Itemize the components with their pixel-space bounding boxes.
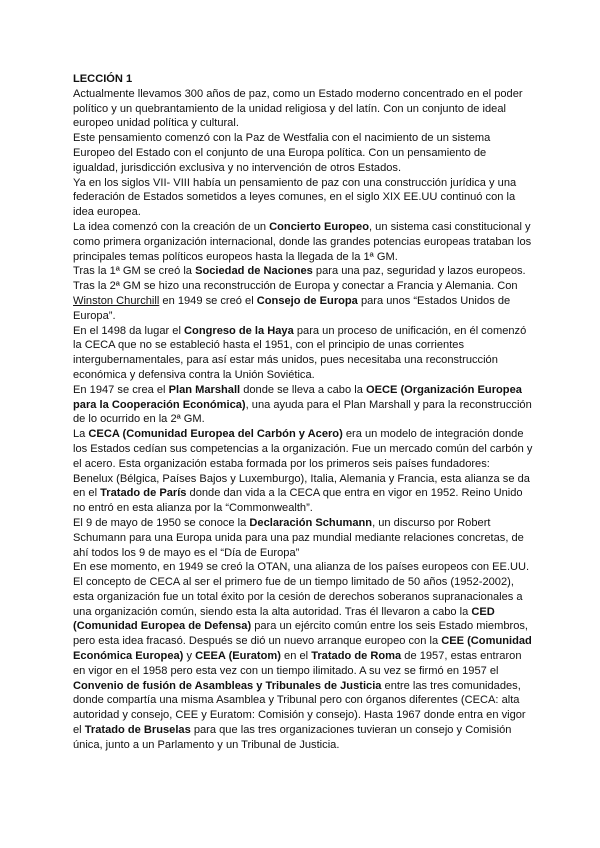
paragraph-3: Ya en los siglos VII- VIII había un pensamiento de paz con una construcción jurídica y una federación de Estados sometidos a leyes comunes, en el siglo XIX EE.UU continuó con la idea europea. [73,176,517,219]
paragraph-6: Tras la 2ª GM se hizo una reconstrucción de Europa y conectar a Francia y Alemania. Con Winston Churchill en 1949 se creó el Consejo de Europa para unos “Estados Unidos de Europa”. [73,280,518,322]
paragraph-8: En 1947 se crea el Plan Marshall donde se lleva a cabo la OECE (Organización Europea para la Cooperación Económica), una ayuda para el Plan Marshall y para la reconstrucción de lo ocurrido en la 2ª GM. [73,383,532,426]
document-page [73,72,533,753]
paragraph-10: El 9 de mayo de 1950 se conoce la Declaración Schumann, un discurso por Robert Schumann para una Europa unida para una paz mundial mediante relaciones concretas, de ahí todos los 9 de mayo es el “Día de Europa” [73,516,524,559]
paragraph-9: La CECA (Comunidad Europea del Carbón y Acero) era un modelo de integración donde los Estados cedían sus competencias a la organización. Fue un mercado común del carbón y el acero. Esta organización estaba formada por los primeros seis países fundadores: Benelux (Bélgica, Países Bajos y Luxemburgo), Italia, Alemania y Francia, esta alianza se da en el Tratado de París donde dan vida a la CECA que entra en vigor en 1952. Reino Unido no entró en esta alianza por la “Commonwealth”. [73,428,533,515]
paragraph-7: En el 1498 da lugar el Congreso de la Haya para un proceso de unificación, en él comenzó la CECA que no se estableció hasta el 1951, con el principio de unas corrientes intergubernamentales, para así estar más unidos, pues necesitaba una reconstrucción económica y defensiva contra la Unión Soviética. [73,324,527,381]
paragraph-11: En ese momento, en 1949 se creó la OTAN, una alianza de los países europeos con EE.UU. [73,561,530,574]
paragraph-4: La idea comenzó con la creación de un Concierto Europeo, un sistema casi constitucional y como primera organización internacional, donde las grandes potencias europeas trataban los principales temas políticos europeos hasta la llegada de la 1ª GM. [73,220,532,263]
paragraph-1: Actualmente llevamos 300 años de paz, como un Estado moderno concentrado en el poder político y un quebrantamiento de la unidad religiosa y del latín. Con un conjunto de ideal europeo unidad política y cultural. [73,87,523,130]
lesson-title: LECCIÓN 1 [73,73,133,85]
paragraph-2: Este pensamiento comenzó con la Paz de Westfalia con el nacimiento de un sistema Europeo del Estado con el conjunto de una Europa política. Con un pensamiento de igualdad, jurisdicción exclusiva y no intervención de otros Estados. [73,132,491,174]
paragraph-5: Tras la 1ª GM se creó la Sociedad de Naciones para una paz, seguridad y lazos europeos. [73,265,526,278]
paragraph-12: El concepto de CECA al ser el primero fue de un tiempo limitado de 50 años (1952-2002), esta organización fue un total éxito por la cesión de derechos soberanos supranacionales a una organización común, siendo esta la alta autoridad. Tras él llevaron a cabo la CED (Comunidad Europea de Defensa) para un ejército común entre los seis Estado miembros, pero esta idea fracasó. Después se dió un nuevo arranque europeo con la CEE (Comunidad Económica Europea) y CEEA (Euratom) en el Tratado de Roma de 1957, estas entraron en vigor en el 1958 pero esta vez con un tiempo ilimitado. A su vez se firmó en 1957 el Convenio de fusión de Asambleas y Tribunales de Justicia entre las tres comunidades, donde compartía una misma Asamblea y Tribunal pero con órganos diferentes (CECA: alta autoridad y consejo, CEE y Euratom: Comisión y consejo). Hasta 1967 donde entra en vigor el Tratado de Bruselas para que las tres organizaciones tuvieran un consejo y Comisión única, junto a un Parlamento y un Tribunal de Justicia. [73,576,532,751]
churchill-link[interactable]: Winston Churchill [73,294,160,307]
